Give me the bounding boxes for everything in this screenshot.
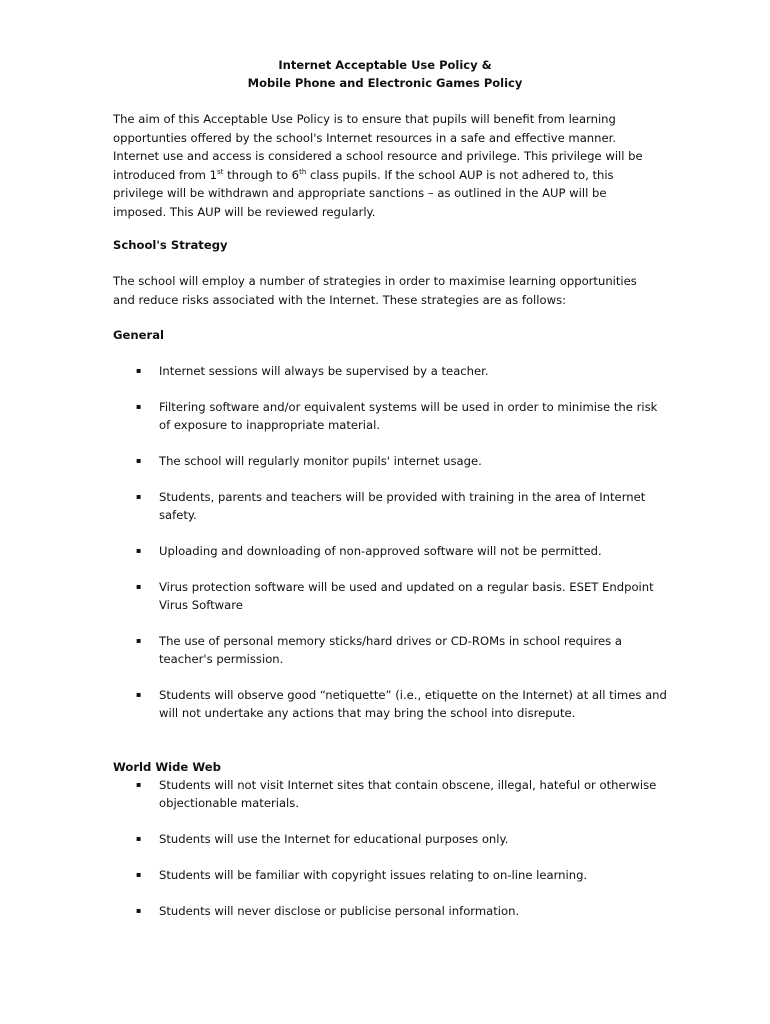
bullet-icon: ▪: [136, 456, 142, 465]
general-item-text: The school will regularly monitor pupils' internet usage.: [159, 454, 482, 468]
bullet-icon: ▪: [136, 834, 142, 843]
intro-sup-2: th: [299, 167, 307, 176]
bullet-icon: ▪: [136, 366, 142, 375]
www-item-text: Students will never disclose or publicise personal information.: [159, 904, 520, 918]
general-item-text: Students, parents and teachers will be provided with training in the area of Internet safety.: [159, 490, 646, 523]
www-heading: World Wide Web: [113, 760, 221, 774]
general-heading: General: [113, 328, 165, 342]
bullet-icon: ▪: [136, 780, 142, 789]
intro-paragraph: [113, 110, 658, 222]
general-item-text: Filtering software and/or equivalent systems will be used in order to minimise the risk of exposure to inappropriate material.: [159, 400, 658, 433]
www-item-text: Students will not visit Internet sites that contain obscene, illegal, hateful or otherwise objectionable materials.: [159, 778, 657, 811]
intro-text-part-3: class pupils. If the school AUP is not adhered to, this privilege will be withdrawn and appropriate sanctions – as outlined in the AUP will be imposed. This AUP will be reviewed regularly.: [113, 167, 614, 219]
bullet-icon: ▪: [136, 402, 142, 411]
general-item-text: Uploading and downloading of non-approved software will not be permitted.: [159, 544, 602, 558]
general-item-text: Virus protection software will be used and updated on a regular basis. ESET Endpoint Virus Software: [159, 580, 654, 613]
general-item-text: The use of personal memory sticks/hard drives or CD-ROMs in school requires a teacher's permission.: [159, 634, 622, 667]
intro-text-part-2: through to 6: [223, 167, 300, 182]
www-item-text: Students will use the Internet for educational purposes only.: [159, 832, 509, 846]
bullet-icon: ▪: [136, 906, 142, 915]
bullet-icon: ▪: [136, 546, 142, 555]
strategy-paragraph: The school will employ a number of strategies in order to maximise learning opportunities and reduce risks associated with the Internet. These strategies are as follows:: [113, 274, 637, 307]
document-title-line-1: Internet Acceptable Use Policy &: [278, 58, 492, 72]
www-item-text: Students will be familiar with copyright issues relating to on-line learning.: [159, 868, 588, 882]
bullet-icon: ▪: [136, 636, 142, 645]
bullet-icon: ▪: [136, 582, 142, 591]
bullet-icon: ▪: [136, 870, 142, 879]
intro-text-part-1: The aim of this Acceptable Use Policy is to ensure that pupils will benefit from learning opportunties offered by the school's Internet resources in a safe and effective manner. Internet use and access is considered a school resource and privilege. This privilege will be introduced from 1: [113, 112, 643, 182]
intro-sup-1: st: [217, 167, 224, 176]
strategy-heading: School's Strategy: [113, 238, 228, 252]
bullet-icon: ▪: [136, 690, 142, 699]
bullet-icon: ▪: [136, 492, 142, 501]
general-item-text: Students will observe good “netiquette” (i.e., etiquette on the Internet) at all times and will not undertake any actions that may bring the school into disrepute.: [159, 688, 667, 721]
general-item-text: Internet sessions will always be supervised by a teacher.: [159, 364, 489, 378]
document-title-line-2: Mobile Phone and Electronic Games Policy: [247, 76, 523, 90]
